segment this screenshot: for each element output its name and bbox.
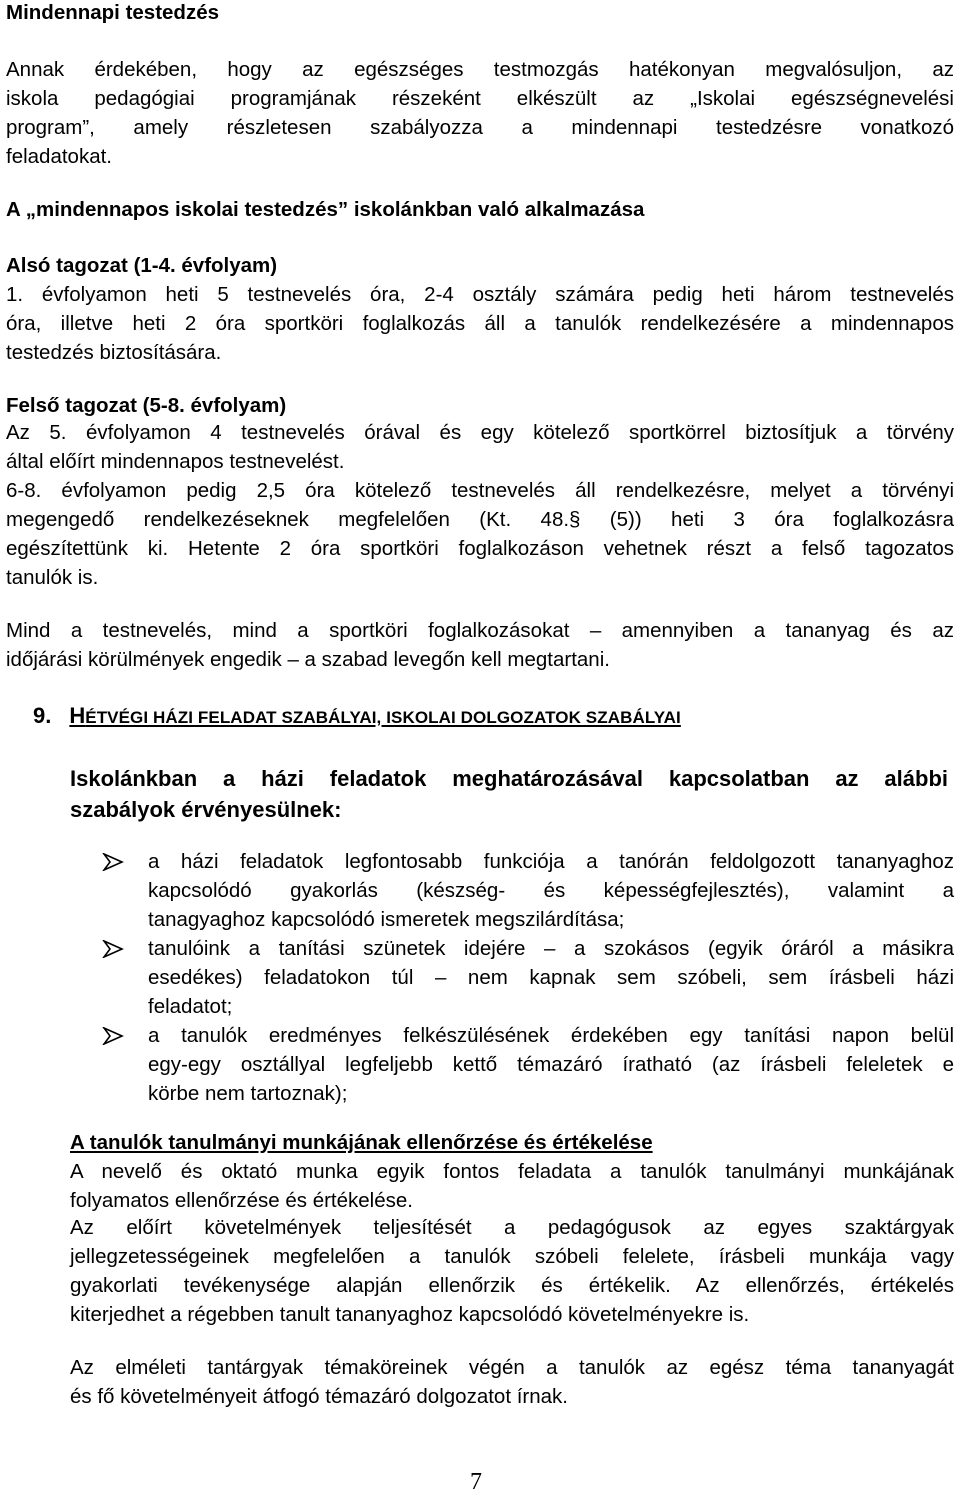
arrowhead-bullet-icon bbox=[102, 940, 124, 958]
text-line: 1. évfolyamon heti 5 testnevelés óra, 2-4 osztály számára pedig heti három testnevelés bbox=[6, 283, 954, 306]
text-line: óra, illetve heti 2 óra sportköri foglalkozás áll a tanulók rendelkezésére a mindennapos bbox=[6, 312, 954, 335]
section-number: 9. bbox=[33, 703, 52, 728]
section-heading: Mindennapi testedzés bbox=[6, 1, 220, 24]
arrowhead-bullet-icon bbox=[102, 853, 124, 871]
list-item bbox=[102, 847, 954, 934]
text-line: iskola pedagógiai programjának részeként elkészült az „Iskolai egészségnevelési bbox=[6, 87, 954, 110]
text-line: a tanulók eredményes felkészülésének érdekében egy tanítási napon belül bbox=[148, 1024, 954, 1047]
text-line: gyakorlati tevékenysége alapján ellenőrzik és értékelik. Az ellenőrzés, értékelés bbox=[70, 1274, 954, 1297]
text-line: által előírt mindennapos testnevelést. bbox=[6, 450, 345, 473]
text-line: tanulók is. bbox=[6, 566, 99, 589]
homework-rules-list bbox=[102, 847, 954, 1108]
text-line: A nevelő és oktató munka egyik fontos feladata a tanulók tanulmányi munkájának bbox=[70, 1160, 954, 1183]
text-line: a házi feladatok legfontosabb funkciója a tanórán feldolgozott tananyaghoz bbox=[148, 850, 954, 873]
list-item bbox=[102, 1021, 954, 1108]
text-line: kapcsolódó gyakorlás (készség- és képességfejlesztés), valamint a bbox=[148, 879, 954, 902]
text-line: Az elméleti tantárgyak témaköreinek végén a tanulók az egész téma tananyagát bbox=[70, 1356, 954, 1379]
evaluation-paragraph-2 bbox=[70, 1213, 954, 1329]
evaluation-title: A tanulók tanulmányi munkájának ellenőrzése és értékelése bbox=[70, 1131, 653, 1154]
outdoor-paragraph bbox=[6, 616, 954, 674]
section-title-rest: ÉTVÉGI HÁZI FELADAT SZABÁLYAI, ISKOLAI DOLGOZATOK SZABÁLYAI bbox=[85, 708, 681, 727]
text-line: folyamatos ellenőrzése és értékelése. bbox=[70, 1189, 413, 1212]
text-line: Annak érdekében, hogy az egészséges testmozgás hatékonyan megvalósuljon, az bbox=[6, 58, 954, 81]
text-line: körbe nem tartoznak); bbox=[148, 1082, 348, 1105]
rules-intro bbox=[70, 763, 948, 825]
text-line: esedékes) feladatokon túl – nem kapnak sem szóbeli, sem írásbeli házi bbox=[148, 966, 954, 989]
text-line: jellegzetességeinek megfelelően a tanulók szóbeli felelete, írásbeli munkája vagy bbox=[70, 1245, 954, 1268]
text-line: megengedő rendelkezéseknek megfelelően (Kt. 48.§ (5)) heti 3 óra foglalkozásra bbox=[6, 508, 954, 531]
evaluation-paragraph-3 bbox=[70, 1353, 954, 1411]
text-line: tanagyaghoz kapcsolódó ismeretek megszilárdítása; bbox=[148, 908, 625, 931]
evaluation-paragraph-1 bbox=[70, 1157, 954, 1215]
text-line: egy-egy osztállyal legfeljebb kettő témazáró íratható (az írásbeli feleletek e bbox=[148, 1053, 954, 1076]
page-number: 7 bbox=[470, 1469, 482, 1495]
text-line: feladatokat. bbox=[6, 145, 112, 168]
text-line: tanulóink a tanítási szünetek idejére – a szokásos (egyik óráról a másikra bbox=[148, 937, 954, 960]
text-line: program”, amely részletesen szabályozza a mindennapi testedzésre vonatkozó bbox=[6, 116, 954, 139]
text-line: testedzés biztosítására. bbox=[6, 341, 222, 364]
text-line: Az előírt követelmények teljesítését a pedagógusok az egyes szaktárgyak bbox=[70, 1216, 954, 1239]
lower-grade-paragraph bbox=[6, 280, 954, 367]
text-line: Mind a testnevelés, mind a sportköri foglalkozásokat – amennyiben a tananyag és az bbox=[6, 619, 954, 642]
text-line: 6-8. évfolyamon pedig 2,5 óra kötelező testnevelés áll rendelkezésre, melyet a törvényi bbox=[6, 479, 954, 502]
section-title-initial: H bbox=[69, 703, 86, 728]
text-line: feladatot; bbox=[148, 995, 233, 1018]
subheading: A „mindennapos iskolai testedzés” iskolánkban való alkalmazása bbox=[6, 198, 645, 221]
text-line: kiterjedhet a régebben tanult tananyaghoz kapcsolódó követelményekre is. bbox=[70, 1303, 750, 1326]
upper-grade-paragraph bbox=[6, 418, 954, 592]
text-line: időjárási körülmények engedik – a szabad levegőn kell megtartani. bbox=[6, 648, 610, 671]
intro-paragraph bbox=[6, 55, 954, 171]
upper-grade-title: Felső tagozat (5-8. évfolyam) bbox=[6, 394, 287, 417]
text-line: Az 5. évfolyamon 4 testnevelés órával és egy kötelező sportkörrel biztosítjuk a törvény bbox=[6, 421, 954, 444]
arrowhead-bullet-icon bbox=[102, 1027, 124, 1045]
text-line: egészítettünk ki. Hetente 2 óra sportköri foglalkozáson vehetnek részt a felső tagozatos bbox=[6, 537, 954, 560]
section-title bbox=[69, 700, 681, 734]
section-9-heading bbox=[33, 700, 681, 734]
text-line: és fő követelményeit átfogó témazáró dolgozatot írnak. bbox=[70, 1385, 568, 1408]
list-item bbox=[102, 934, 954, 1021]
lower-grade-title: Alsó tagozat (1-4. évfolyam) bbox=[6, 254, 278, 277]
text-line: szabályok érvényesülnek: bbox=[70, 797, 342, 822]
text-line: Iskolánkban a házi feladatok meghatározásával kapcsolatban az alábbi bbox=[70, 766, 948, 791]
